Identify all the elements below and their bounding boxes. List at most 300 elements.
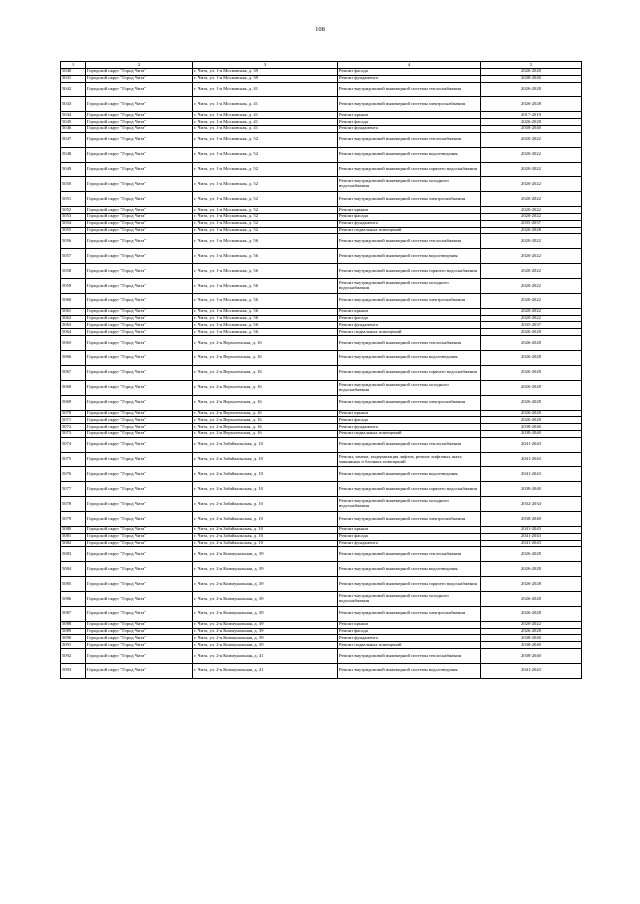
work-type-cell: Ремонт крыши: [338, 621, 481, 628]
table-row: [61, 279, 582, 294]
address-cell: г. Чита, ул. 1-я Московская, д. 41: [193, 97, 338, 112]
planned-period-cell: 2020-2022: [481, 293, 582, 308]
work-type-cell: Ремонт внутридомовой инженерной системы горячего водоснабжения: [338, 162, 481, 177]
municipality-cell: Городской округ "Город Чита": [86, 395, 193, 410]
planned-period-cell: 2041-2043: [481, 527, 582, 534]
row-number-cell: 5076: [61, 467, 86, 482]
table-row: [61, 663, 582, 678]
work-type-cell: Ремонт внутридомовой инженерной системы электроснабжения: [338, 395, 481, 410]
planned-period-cell: 2038-2040: [481, 424, 582, 431]
municipality-cell: Городской округ "Город Чита": [86, 97, 193, 112]
work-type-cell: Ремонт внутридомовой инженерной системы теплоснабжения: [338, 82, 481, 97]
table-row: [61, 214, 582, 221]
work-type-cell: Ремонт крыши: [338, 308, 481, 315]
row-number-cell: 5045: [61, 119, 86, 126]
work-type-cell: Ремонт внутридомовой инженерной системы водоотведения: [338, 249, 481, 264]
planned-period-cell: 2041-2043: [481, 663, 582, 678]
work-type-cell: Ремонт внутридомовой инженерной системы горячего водоснабжения: [338, 577, 481, 592]
row-number-cell: 5081: [61, 533, 86, 540]
address-cell: г. Чита, ул. 1-я Московская, д. 52: [193, 132, 338, 147]
address-cell: г. Чита, ул. 2-я Коммунальная, д. 39: [193, 642, 338, 649]
row-number-cell: 5040: [61, 69, 86, 76]
work-type-cell: Ремонт фасада: [338, 214, 481, 221]
address-cell: г. Чита, ул. 1-я Московская, д. 41: [193, 82, 338, 97]
row-number-cell: 5078: [61, 497, 86, 512]
address-cell: г. Чита, ул. 2-я Коммунальная, д. 41: [193, 663, 338, 678]
work-type-cell: Ремонт внутридомовой инженерной системы электроснабжения: [338, 192, 481, 207]
row-number-cell: 5065: [61, 336, 86, 351]
municipality-cell: Городской округ "Город Чита": [86, 69, 193, 76]
municipality-cell: Городской округ "Город Чита": [86, 649, 193, 664]
municipality-cell: Городской округ "Город Чита": [86, 279, 193, 294]
municipality-cell: Городской округ "Город Чита": [86, 642, 193, 649]
address-cell: г. Чита, ул. 1-я Московская, д. 56: [193, 279, 338, 294]
row-number-cell: 5051: [61, 192, 86, 207]
work-type-cell: Ремонт внутридомовой инженерной системы теплоснабжения: [338, 437, 481, 452]
address-cell: г. Чита, ул. 2-я Верхоленская, д. 16: [193, 430, 338, 437]
address-cell: г. Чита, ул. 2-я Забайкальская, д. 10: [193, 533, 338, 540]
address-cell: г. Чита, ул. 1-я Московская, д. 39: [193, 75, 338, 82]
address-cell: г. Чита, ул. 2-я Коммунальная, д. 39: [193, 628, 338, 635]
row-number-cell: 5080: [61, 527, 86, 534]
work-type-cell: Ремонт фасада: [338, 119, 481, 126]
address-cell: г. Чита, ул. 1-я Московская, д. 52: [193, 177, 338, 192]
table-row: [61, 628, 582, 635]
work-type-cell: Ремонт крыши: [338, 112, 481, 119]
address-cell: г. Чита, ул. 1-я Московская, д. 56: [193, 315, 338, 322]
work-type-cell: Ремонт фундамента: [338, 125, 481, 132]
work-type-cell: Ремонт фасада: [338, 69, 481, 76]
work-type-cell: Ремонт внутридомовой инженерной системы электроснабжения: [338, 293, 481, 308]
work-type-cell: Ремонт внутридомовой инженерной системы водоотведения: [338, 467, 481, 482]
address-cell: г. Чита, ул. 1-я Московская, д. 41: [193, 119, 338, 126]
table-row: [61, 452, 582, 467]
municipality-cell: Городской округ "Город Чита": [86, 162, 193, 177]
table-row: [61, 97, 582, 112]
planned-period-cell: 2020-2022: [481, 279, 582, 294]
planned-period-cell: 2038-2040: [481, 482, 582, 497]
address-cell: г. Чита, ул. 2-я Забайкальская, д. 10: [193, 437, 338, 452]
address-cell: г. Чита, ул. 2-я Коммунальная, д. 39: [193, 562, 338, 577]
address-cell: г. Чита, ул. 2-я Коммунальная, д. 39: [193, 577, 338, 592]
address-cell: г. Чита, ул. 1-я Московская, д. 56: [193, 308, 338, 315]
municipality-cell: Городской округ "Город Чита": [86, 82, 193, 97]
row-number-cell: 5060: [61, 293, 86, 308]
planned-period-cell: 2038-2040: [481, 125, 582, 132]
work-type-cell: Ремонт фундамента: [338, 424, 481, 431]
planned-period-cell: 2020-2022: [481, 264, 582, 279]
planned-period-cell: 2026-2028: [481, 395, 582, 410]
planned-period-cell: 2038-2040: [481, 75, 582, 82]
address-cell: г. Чита, ул. 2-я Коммунальная, д. 39: [193, 547, 338, 562]
address-cell: г. Чита, ул. 2-я Верхоленская, д. 16: [193, 365, 338, 380]
municipality-cell: Городской округ "Город Чита": [86, 540, 193, 547]
table-row: [61, 621, 582, 628]
address-cell: г. Чита, ул. 2-я Забайкальская, д. 10: [193, 482, 338, 497]
header-cell-3: 3: [193, 62, 338, 69]
work-type-cell: Ремонт фасада: [338, 628, 481, 635]
row-number-cell: 5048: [61, 147, 86, 162]
row-number-cell: 5046: [61, 125, 86, 132]
municipality-cell: Городской округ "Город Чита": [86, 380, 193, 395]
municipality-cell: Городской округ "Город Чита": [86, 125, 193, 132]
table-row: [61, 220, 582, 227]
work-type-cell: Ремонт внутридомовой инженерной системы горячего водоснабжения: [338, 264, 481, 279]
planned-period-cell: 2041-2043: [481, 467, 582, 482]
planned-period-cell: 2026-2028: [481, 380, 582, 395]
table-row: [61, 207, 582, 214]
municipality-cell: Городской округ "Город Чита": [86, 663, 193, 678]
address-cell: г. Чита, ул. 1-я Московская, д. 56: [193, 322, 338, 329]
table-row: [61, 315, 582, 322]
table-row: [61, 482, 582, 497]
row-number-cell: 5058: [61, 264, 86, 279]
row-number-cell: 5088: [61, 621, 86, 628]
municipality-cell: Городской округ "Город Чита": [86, 452, 193, 467]
table-row: [61, 512, 582, 527]
municipality-cell: Городской округ "Город Чита": [86, 227, 193, 234]
row-number-cell: 5067: [61, 365, 86, 380]
municipality-cell: Городской округ "Город Чита": [86, 177, 193, 192]
address-cell: г. Чита, ул. 1-я Московская, д. 41: [193, 112, 338, 119]
table-row: [61, 293, 582, 308]
row-number-cell: 5086: [61, 592, 86, 607]
municipality-cell: Городской округ "Город Чита": [86, 577, 193, 592]
address-cell: г. Чита, ул. 2-я Коммунальная, д. 39: [193, 635, 338, 642]
municipality-cell: Городской округ "Город Чита": [86, 214, 193, 221]
work-type-cell: Ремонт внутридомовой инженерной системы электроснабжения: [338, 512, 481, 527]
table-row: [61, 249, 582, 264]
planned-period-cell: 2026-2028: [481, 227, 582, 234]
row-number-cell: 5053: [61, 214, 86, 221]
work-type-cell: Ремонт крыши: [338, 207, 481, 214]
row-number-cell: 5085: [61, 577, 86, 592]
work-type-cell: Ремонт внутридомовой инженерной системы холодного водоснабжения: [338, 279, 481, 294]
municipality-cell: Городской округ "Город Чита": [86, 621, 193, 628]
planned-period-cell: 2026-2028: [481, 577, 582, 592]
table-row: [61, 540, 582, 547]
row-number-cell: 5071: [61, 417, 86, 424]
address-cell: г. Чита, ул. 2-я Коммунальная, д. 39: [193, 621, 338, 628]
planned-period-cell: 2038-2040: [481, 430, 582, 437]
row-number-cell: 5073: [61, 430, 86, 437]
planned-period-cell: 2035-2037: [481, 322, 582, 329]
municipality-cell: Городской округ "Город Чита": [86, 365, 193, 380]
table-row: [61, 606, 582, 621]
planned-period-cell: 2026-2028: [481, 336, 582, 351]
table-row: [61, 82, 582, 97]
municipality-cell: Городской округ "Город Чита": [86, 75, 193, 82]
municipality-cell: Городской округ "Город Чита": [86, 264, 193, 279]
municipality-cell: Городской округ "Город Чита": [86, 220, 193, 227]
municipality-cell: Городской округ "Город Чита": [86, 308, 193, 315]
municipality-cell: Городской округ "Город Чита": [86, 430, 193, 437]
work-type-cell: Ремонт фундамента: [338, 75, 481, 82]
address-cell: г. Чита, ул. 1-я Московская, д. 52: [193, 147, 338, 162]
address-cell: г. Чита, ул. 1-я Московская, д. 39: [193, 69, 338, 76]
row-number-cell: 5050: [61, 177, 86, 192]
table-row: [61, 336, 582, 351]
table-row: [61, 329, 582, 336]
address-cell: г. Чита, ул. 1-я Московская, д. 56: [193, 293, 338, 308]
planned-period-cell: 2026-2028: [481, 417, 582, 424]
work-type-cell: Ремонт фасада: [338, 417, 481, 424]
municipality-cell: Городской округ "Город Чита": [86, 417, 193, 424]
table-row: [61, 162, 582, 177]
municipality-cell: Городской округ "Город Чита": [86, 350, 193, 365]
table-row: [61, 467, 582, 482]
row-number-cell: 5068: [61, 380, 86, 395]
table-body: [61, 62, 582, 679]
table-row: [61, 234, 582, 249]
row-number-cell: 5091: [61, 642, 86, 649]
table-row: [61, 177, 582, 192]
planned-period-cell: 2020-2022: [481, 308, 582, 315]
municipality-cell: Городской округ "Город Чита": [86, 329, 193, 336]
address-cell: г. Чита, ул. 1-я Московская, д. 56: [193, 264, 338, 279]
planned-period-cell: 2035-2037: [481, 220, 582, 227]
table-row: [61, 642, 582, 649]
work-type-cell: Ремонт внутридомовой инженерной системы электроснабжения: [338, 606, 481, 621]
work-type-cell: Ремонт внутридомовой инженерной системы теплоснабжения: [338, 132, 481, 147]
row-number-cell: 5066: [61, 350, 86, 365]
planned-period-cell: 2041-2043: [481, 540, 582, 547]
address-cell: г. Чита, ул. 2-я Забайкальская, д. 10: [193, 452, 338, 467]
table-row: [61, 75, 582, 82]
table-row: [61, 395, 582, 410]
row-number-cell: 5044: [61, 112, 86, 119]
work-type-cell: Ремонт внутридомовой инженерной системы теплоснабжения: [338, 547, 481, 562]
row-number-cell: 5077: [61, 482, 86, 497]
municipality-cell: Городской округ "Город Чита": [86, 207, 193, 214]
municipality-cell: Городской округ "Город Чита": [86, 119, 193, 126]
address-cell: г. Чита, ул. 2-я Забайкальская, д. 10: [193, 512, 338, 527]
work-type-cell: Ремонт внутридомовой инженерной системы холодного водоснабжения: [338, 497, 481, 512]
work-type-cell: Ремонт внутридомовой инженерной системы холодного водоснабжения: [338, 592, 481, 607]
planned-period-cell: 2032-2034: [481, 497, 582, 512]
planned-period-cell: 2020-2022: [481, 132, 582, 147]
row-number-cell: 5056: [61, 234, 86, 249]
table-row: [61, 308, 582, 315]
row-number-cell: 5083: [61, 547, 86, 562]
municipality-cell: Городской округ "Город Чита": [86, 322, 193, 329]
row-number-cell: 5087: [61, 606, 86, 621]
address-cell: г. Чита, ул. 2-я Коммунальная, д. 39: [193, 592, 338, 607]
work-type-cell: Ремонт подвальных помещений: [338, 227, 481, 234]
row-number-cell: 5089: [61, 628, 86, 635]
row-number-cell: 5064: [61, 329, 86, 336]
table-row: [61, 112, 582, 119]
row-number-cell: 5041: [61, 75, 86, 82]
table-row: [61, 424, 582, 431]
work-type-cell: Ремонт внутридомовой инженерной системы холодного водоснабжения: [338, 177, 481, 192]
table-row: [61, 527, 582, 534]
address-cell: г. Чита, ул. 2-я Забайкальская, д. 10: [193, 467, 338, 482]
municipality-cell: Городской округ "Город Чита": [86, 527, 193, 534]
work-type-cell: Ремонт внутридомовой инженерной системы водоотведения: [338, 147, 481, 162]
address-cell: г. Чита, ул. 1-я Московская, д. 52: [193, 192, 338, 207]
row-number-cell: 5084: [61, 562, 86, 577]
table-row: [61, 430, 582, 437]
planned-period-cell: 2020-2022: [481, 214, 582, 221]
work-type-cell: Ремонт фундамента: [338, 322, 481, 329]
planned-period-cell: 2038-2040: [481, 635, 582, 642]
planned-period-cell: 2026-2028: [481, 592, 582, 607]
planned-period-cell: 2017-2019: [481, 112, 582, 119]
repair-schedule-table: [60, 61, 582, 679]
address-cell: г. Чита, ул. 1-я Московская, д. 52: [193, 162, 338, 177]
row-number-cell: 5079: [61, 512, 86, 527]
planned-period-cell: 2026-2028: [481, 547, 582, 562]
work-type-cell: Ремонт фундамента: [338, 220, 481, 227]
table-row: [61, 350, 582, 365]
address-cell: г. Чита, ул. 1-я Московская, д. 52: [193, 227, 338, 234]
planned-period-cell: 2026-2028: [481, 562, 582, 577]
address-cell: г. Чита, ул. 1-я Московская, д. 52: [193, 220, 338, 227]
row-number-cell: 5061: [61, 308, 86, 315]
municipality-cell: Городской округ "Город Чита": [86, 112, 193, 119]
table-row: [61, 119, 582, 126]
address-cell: г. Чита, ул. 2-я Верхоленская, д. 16: [193, 424, 338, 431]
municipality-cell: Городской округ "Город Чита": [86, 482, 193, 497]
row-number-cell: 5075: [61, 452, 86, 467]
planned-period-cell: 2020-2022: [481, 621, 582, 628]
work-type-cell: Ремонт внутридомовой инженерной системы водоотведения: [338, 562, 481, 577]
municipality-cell: Городской округ "Город Чита": [86, 606, 193, 621]
municipality-cell: Городской округ "Город Чита": [86, 497, 193, 512]
planned-period-cell: 2038-2040: [481, 642, 582, 649]
municipality-cell: Городской округ "Город Чита": [86, 635, 193, 642]
address-cell: г. Чита, ул. 2-я Верхоленская, д. 16: [193, 350, 338, 365]
municipality-cell: Городской округ "Город Чита": [86, 628, 193, 635]
municipality-cell: Городской округ "Город Чита": [86, 562, 193, 577]
table-row: [61, 635, 582, 642]
table-header-row: [61, 62, 582, 69]
table-row: [61, 437, 582, 452]
municipality-cell: Городской округ "Город Чита": [86, 437, 193, 452]
planned-period-cell: 2041-2043: [481, 452, 582, 467]
work-type-cell: Ремонт внутридомовой инженерной системы электроснабжения: [338, 97, 481, 112]
municipality-cell: Городской округ "Город Чита": [86, 315, 193, 322]
row-number-cell: 5070: [61, 410, 86, 417]
address-cell: г. Чита, ул. 2-я Коммунальная, д. 39: [193, 606, 338, 621]
address-cell: г. Чита, ул. 2-я Верхоленская, д. 16: [193, 410, 338, 417]
planned-period-cell: 2020-2022: [481, 192, 582, 207]
planned-period-cell: 2038-2040: [481, 649, 582, 664]
header-cell-2: 2: [86, 62, 193, 69]
row-number-cell: 5049: [61, 162, 86, 177]
row-number-cell: 5055: [61, 227, 86, 234]
table-row: [61, 380, 582, 395]
table-row: [61, 547, 582, 562]
address-cell: г. Чита, ул. 1-я Московская, д. 56: [193, 249, 338, 264]
table-row: [61, 497, 582, 512]
header-cell-1: 1: [61, 62, 86, 69]
planned-period-cell: 2026-2028: [481, 97, 582, 112]
table-row: [61, 592, 582, 607]
work-type-cell: Ремонт фундамента: [338, 635, 481, 642]
planned-period-cell: 2020-2022: [481, 147, 582, 162]
planned-period-cell: 2026-2028: [481, 119, 582, 126]
planned-period-cell: 2026-2028: [481, 606, 582, 621]
planned-period-cell: 2020-2022: [481, 249, 582, 264]
work-type-cell: Ремонт внутридомовой инженерной системы теплоснабжения: [338, 234, 481, 249]
address-cell: г. Чита, ул. 1-я Московская, д. 56: [193, 234, 338, 249]
table-row: [61, 322, 582, 329]
row-number-cell: 5082: [61, 540, 86, 547]
table-row: [61, 227, 582, 234]
work-type-cell: Ремонт внутридомовой инженерной системы горячего водоснабжения: [338, 482, 481, 497]
municipality-cell: Городской округ "Город Чита": [86, 592, 193, 607]
row-number-cell: 5054: [61, 220, 86, 227]
planned-period-cell: 2026-2028: [481, 628, 582, 635]
header-cell-4: 4: [338, 62, 481, 69]
work-type-cell: Ремонт фасада: [338, 315, 481, 322]
address-cell: г. Чита, ул. 1-я Московская, д. 52: [193, 214, 338, 221]
row-number-cell: 5042: [61, 82, 86, 97]
municipality-cell: Городской округ "Город Чита": [86, 234, 193, 249]
row-number-cell: 5093: [61, 663, 86, 678]
address-cell: г. Чита, ул. 2-я Верхоленская, д. 16: [193, 380, 338, 395]
row-number-cell: 5092: [61, 649, 86, 664]
planned-period-cell: 2026-2028: [481, 410, 582, 417]
table-row: [61, 192, 582, 207]
address-cell: г. Чита, ул. 2-я Забайкальская, д. 10: [193, 540, 338, 547]
address-cell: г. Чита, ул. 2-я Верхоленская, д. 16: [193, 395, 338, 410]
work-type-cell: Ремонт подвальных помещений: [338, 642, 481, 649]
work-type-cell: Ремонт, замена, модернизация лифтов, ремонт лифтовых шахт, машинных и блочных помещений: [338, 452, 481, 467]
row-number-cell: 5052: [61, 207, 86, 214]
table-row: [61, 533, 582, 540]
work-type-cell: Ремонт внутридомовой инженерной системы теплоснабжения: [338, 336, 481, 351]
planned-period-cell: 2041-2043: [481, 533, 582, 540]
work-type-cell: Ремонт фасада: [338, 533, 481, 540]
work-type-cell: Ремонт внутридомовой инженерной системы горячего водоснабжения: [338, 365, 481, 380]
table-row: [61, 417, 582, 424]
row-number-cell: 5047: [61, 132, 86, 147]
table-row: [61, 125, 582, 132]
row-number-cell: 5059: [61, 279, 86, 294]
table-row: [61, 562, 582, 577]
planned-period-cell: 2020-2022: [481, 234, 582, 249]
municipality-cell: Городской округ "Город Чита": [86, 410, 193, 417]
planned-period-cell: 2026-2028: [481, 329, 582, 336]
table-row: [61, 410, 582, 417]
address-cell: г. Чита, ул. 2-я Верхоленская, д. 16: [193, 336, 338, 351]
municipality-cell: Городской округ "Город Чита": [86, 249, 193, 264]
municipality-cell: Городской округ "Город Чита": [86, 147, 193, 162]
header-cell-5: 5: [481, 62, 582, 69]
municipality-cell: Городской округ "Город Чита": [86, 547, 193, 562]
municipality-cell: Городской округ "Город Чита": [86, 293, 193, 308]
planned-period-cell: 2026-2028: [481, 365, 582, 380]
address-cell: г. Чита, ул. 1-я Московская, д. 52: [193, 207, 338, 214]
municipality-cell: Городской округ "Город Чита": [86, 192, 193, 207]
planned-period-cell: 2026-2028: [481, 69, 582, 76]
work-type-cell: Ремонт внутридомовой инженерной системы холодного водоснабжения: [338, 380, 481, 395]
planned-period-cell: 2026-2028: [481, 82, 582, 97]
planned-period-cell: 2020-2022: [481, 315, 582, 322]
row-number-cell: 5063: [61, 322, 86, 329]
work-type-cell: Ремонт подвальных помещений: [338, 329, 481, 336]
row-number-cell: 5062: [61, 315, 86, 322]
planned-period-cell: 2026-2028: [481, 350, 582, 365]
table-row: [61, 649, 582, 664]
work-type-cell: Ремонт внутридомовой инженерной системы водоотведения: [338, 663, 481, 678]
address-cell: г. Чита, ул. 1-я Московская, д. 56: [193, 329, 338, 336]
row-number-cell: 5069: [61, 395, 86, 410]
work-type-cell: Ремонт крыши: [338, 527, 481, 534]
